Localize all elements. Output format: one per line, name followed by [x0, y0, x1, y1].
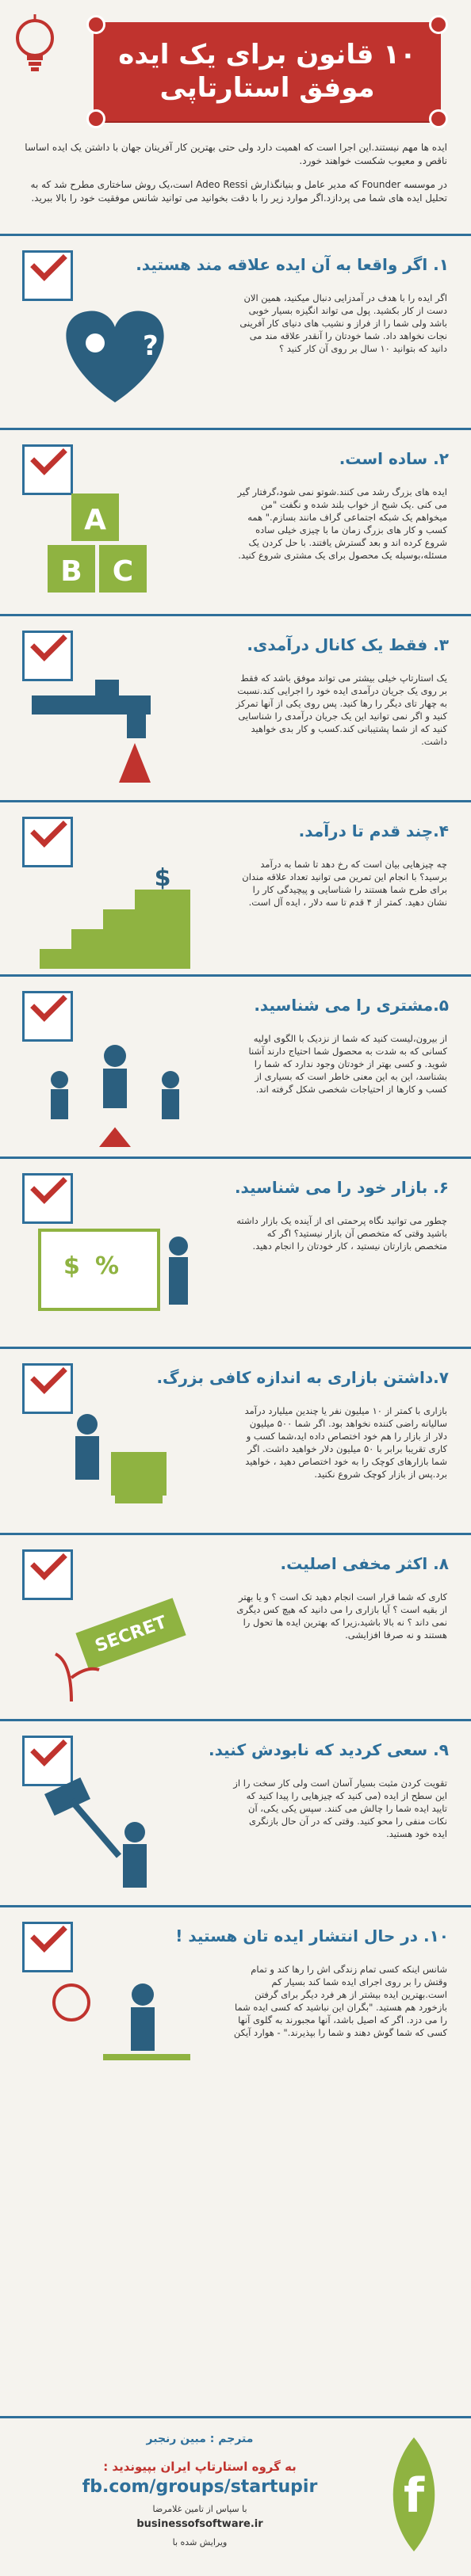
- rule-section: [0, 1157, 471, 1349]
- heart-illustration-icon: [24, 292, 206, 410]
- rule-title: ۵.مشتری را می شناسید.: [254, 996, 449, 1015]
- svg-text:C: C: [112, 555, 134, 588]
- rule-text: بازاری با کمتر از ۱۰ میلیون نفر یا چندین میلیارد درآمد سالیانه راضی کننده نخواهد بود. اگر شما ۵۰۰ میلیون دلار از بازار را هم خود اختصاص داده اید،شما کسب و کاری تقریبا برابر با ۵۰ میلیون دلار خواهید داشت. اگر شما بازارهای کوچک را به خود اختصاص دهید ، خواهید برد.پس از بازار کوچک شروع نکنید.: [244, 1405, 447, 1480]
- rule-text: کاری که شما قرار است انجام دهید تک است ؟ و یا بهتر از بقیه است ؟ آیا بازاری را می دانید که هیچ کس دیگری نمی داند ؟ نه بالا باشید،زیرا که بهترین ایده ها تحول را هستند و نه صرفا افزایشی.: [236, 1591, 447, 1640]
- abc-illustration-icon: [24, 486, 206, 604]
- pin-icon: [429, 109, 448, 128]
- leaf-logo-icon: [379, 2433, 449, 2558]
- title-line-2: موفق استارتاپی: [159, 72, 375, 104]
- bulbs-illustration-icon: [24, 1963, 206, 2082]
- rule-title: ۸. اکثر مخفی اصلیت.: [280, 1554, 449, 1573]
- rule-text: از بیرون،لیست کنید که شما از نزدیک با الگوی اولیه کسانی که به شدت به محصول شما احتیاج دارند آشنا شوید. و کسی بهتر از خودتان وجود ندارد که شما را بشناسد، این به این معنی خاطر است که بسیاری از کسب و کارها از احتیاجات شخصی شکل گرفته اند.: [248, 1033, 447, 1095]
- secret-illustration-icon: [24, 1591, 206, 1709]
- svg-text:$: $: [63, 1252, 80, 1280]
- lightbulb-icon: [11, 14, 59, 78]
- rule-title: ۱۰. در حال انتشار ایده تان هستید !: [175, 1926, 449, 1945]
- rule-text: تقویت کردن مثبت بسیار آسان است ولی کار سخت را از این سطح از ایده (می کنید که چیزهایی را پیدا کنید که تایید ایده شما را چالش می کنند. سپس یکی یکی، آن نکات منفی را محو کنید. وقتی که در آن حال بازنگری ایده خود هستید.: [233, 1778, 447, 1839]
- pin-icon: [86, 109, 105, 128]
- translator-credit: مترجم : مبین رنجبر: [146, 2433, 254, 2445]
- rule-text: یک استارتاپ خیلی بیشتر می تواند موفق باشد که فقط بر روی یک جریان درآمدی ایده خود را اجرایی کند.نسبت به چهار تای دیگر را رها کنید. پس روی یکی از آنها تمرکز کنید و اگر نمی توانید این یک جریان درآمدی را شناسایی کنید که از شما پشتیبانی کند.کسب و کار بدی خواهید داشت.: [236, 673, 447, 747]
- svg-text:f: f: [403, 2468, 425, 2524]
- page-title: [108, 38, 427, 105]
- stairs-illustration-icon: [24, 858, 206, 977]
- rule-section: [0, 1533, 471, 1721]
- people-illustration-icon: [24, 1032, 206, 1151]
- site-link[interactable]: businessofsoftware.ir: [136, 2518, 263, 2530]
- rule-title: ۴.چند قدم تا درآمد.: [298, 821, 449, 840]
- thanks-text: با سپاس از تامین غلامرضا: [152, 2504, 247, 2514]
- footer: [0, 2416, 471, 2576]
- join-group-text: به گروه استارتاپ ایران بپیوندید :: [103, 2460, 297, 2474]
- group-link[interactable]: fb.com/groups/startupir: [82, 2477, 318, 2497]
- rule-text: شانس اینکه کسی تمام زندگی اش را رها کند و تمام وقتش را بر روی اجرای ایده شما کند بسیار کم است.بهترین ایده بیشتر از هر فرد دیگر برای گرفتن بازخورد هم هستید. "بگران این نباشید که کسی ایده شما را می دزد. اگر که اصیل باشد، آنها مجبورند به گلوی آنها کسی که شما گوش دهند و شما را بپذیرند." - هوارد آیکن: [233, 1964, 447, 2038]
- rule-title: ۱. اگر واقعا به آن ایده علاقه مند هستید.: [136, 255, 449, 274]
- title-line-1: ۱۰ قانون برای یک ایده: [118, 39, 416, 70]
- rule-title: ۷.داشتن بازاری به اندازه کافی بزرگ.: [156, 1368, 449, 1387]
- rule-section: [0, 614, 471, 802]
- rule-text: ایده های بزرگ رشد می کنند.شوتو نمی شود،گرفتار گیر می کنی .یک شبح از خواب بلند شده و نگفت "من میخواهم یک شبکه اجتماعی گراف مانند بسازم." همه کسب و کار های بزرگ زمان ما با چیزی خیلی ساده شروع کرده اند و بعد گسترش یافتند. با حل کردن یک مسئله،بوسیله یک محصول برای یک مشتری شروع کنید.: [237, 486, 447, 561]
- rule-title: ۹. سعی کردید که نابودش کنید.: [208, 1740, 449, 1759]
- svg-text:SECRET: SECRET: [92, 1612, 170, 1657]
- title-ribbon: [94, 22, 441, 121]
- intro-paragraph: ایده ها مهم نیستند.این اجرا است که اهمیت دارد ولی حتی بهترین کار آفرینان جهان با داشتن یک ایده اساسا ناقص و معیوب شکست خواهند خورد.: [25, 142, 447, 166]
- rule-title: ۳. فقط یک کانال درآمدی.: [247, 635, 449, 654]
- hammer-illustration-icon: [24, 1777, 206, 1896]
- rule-title: ۲. ساده است.: [339, 449, 449, 468]
- rule-section: [0, 1905, 471, 2102]
- rule-section: [0, 1347, 471, 1535]
- faucet-illustration-icon: [24, 672, 206, 791]
- edited-text: ویرایش شده با: [172, 2537, 228, 2547]
- rule-section: [0, 800, 471, 977]
- header: [0, 0, 471, 135]
- rule-section: [0, 974, 471, 1159]
- rule-text: چه چیزهایی بیان است که رخ دهد تا شما به درآمد برسید؟ با انجام این تمرین می توانید تعداد علاقه مندان برای طرح شما هستند را شناسایی و پیچیدگی کار را نشان دهید. کمتر از ۴ قدم تا سه دلار ، ایده آل است.: [242, 859, 447, 908]
- rule-section: [0, 234, 471, 430]
- rule-text: چطور می توانید نگاه پرحمتی ای از آینده یک بازار داشته باشید وقتی که متخصص آن بازار نیستید؟ اگر که متخصص بازارتان نیستید ، کار خودتان را انجام دهید.: [236, 1215, 447, 1252]
- rule-title: ۶. بازار خود را می شناسید.: [234, 1178, 449, 1197]
- rule-section: [0, 428, 471, 616]
- svg-text:?: ?: [143, 330, 159, 362]
- intro-paragraph-2: در موسسه Founder که مدیر عامل و بنیانگذارش Adeo Ressi است،یک روش ساختاری مطرح شد که به تحلیل ایده های شما می پردازد.اگر موارد زیر را با دقت بخوانید می توانید شانس موفقیت خود را بالا ببرید.: [30, 179, 447, 204]
- pin-icon: [429, 15, 448, 34]
- svg-text:B: B: [60, 555, 82, 588]
- person-box-illustration-icon: [24, 1404, 206, 1523]
- svg-text:A: A: [84, 504, 106, 536]
- pin-icon: [86, 15, 105, 34]
- rule-text: اگر ایده را با هدف در آمدزایی دنبال میکنید، همین الان دست از کار بکشید. پول می تواند انگیزه بسیار خوبی باشد ولی شما را از فراز و نشیب های دنیای کار آفرینی نجات نخواهد داد. شما خودتان را آنقدر علاقه مند می دانید که بتوانید ۱۰ سال بر روی آن کار کنید ؟: [239, 292, 447, 354]
- board-illustration-icon: [24, 1214, 206, 1333]
- rule-section: [0, 1719, 471, 1907]
- svg-text:%: %: [95, 1252, 120, 1280]
- svg-text:$: $: [154, 864, 171, 892]
